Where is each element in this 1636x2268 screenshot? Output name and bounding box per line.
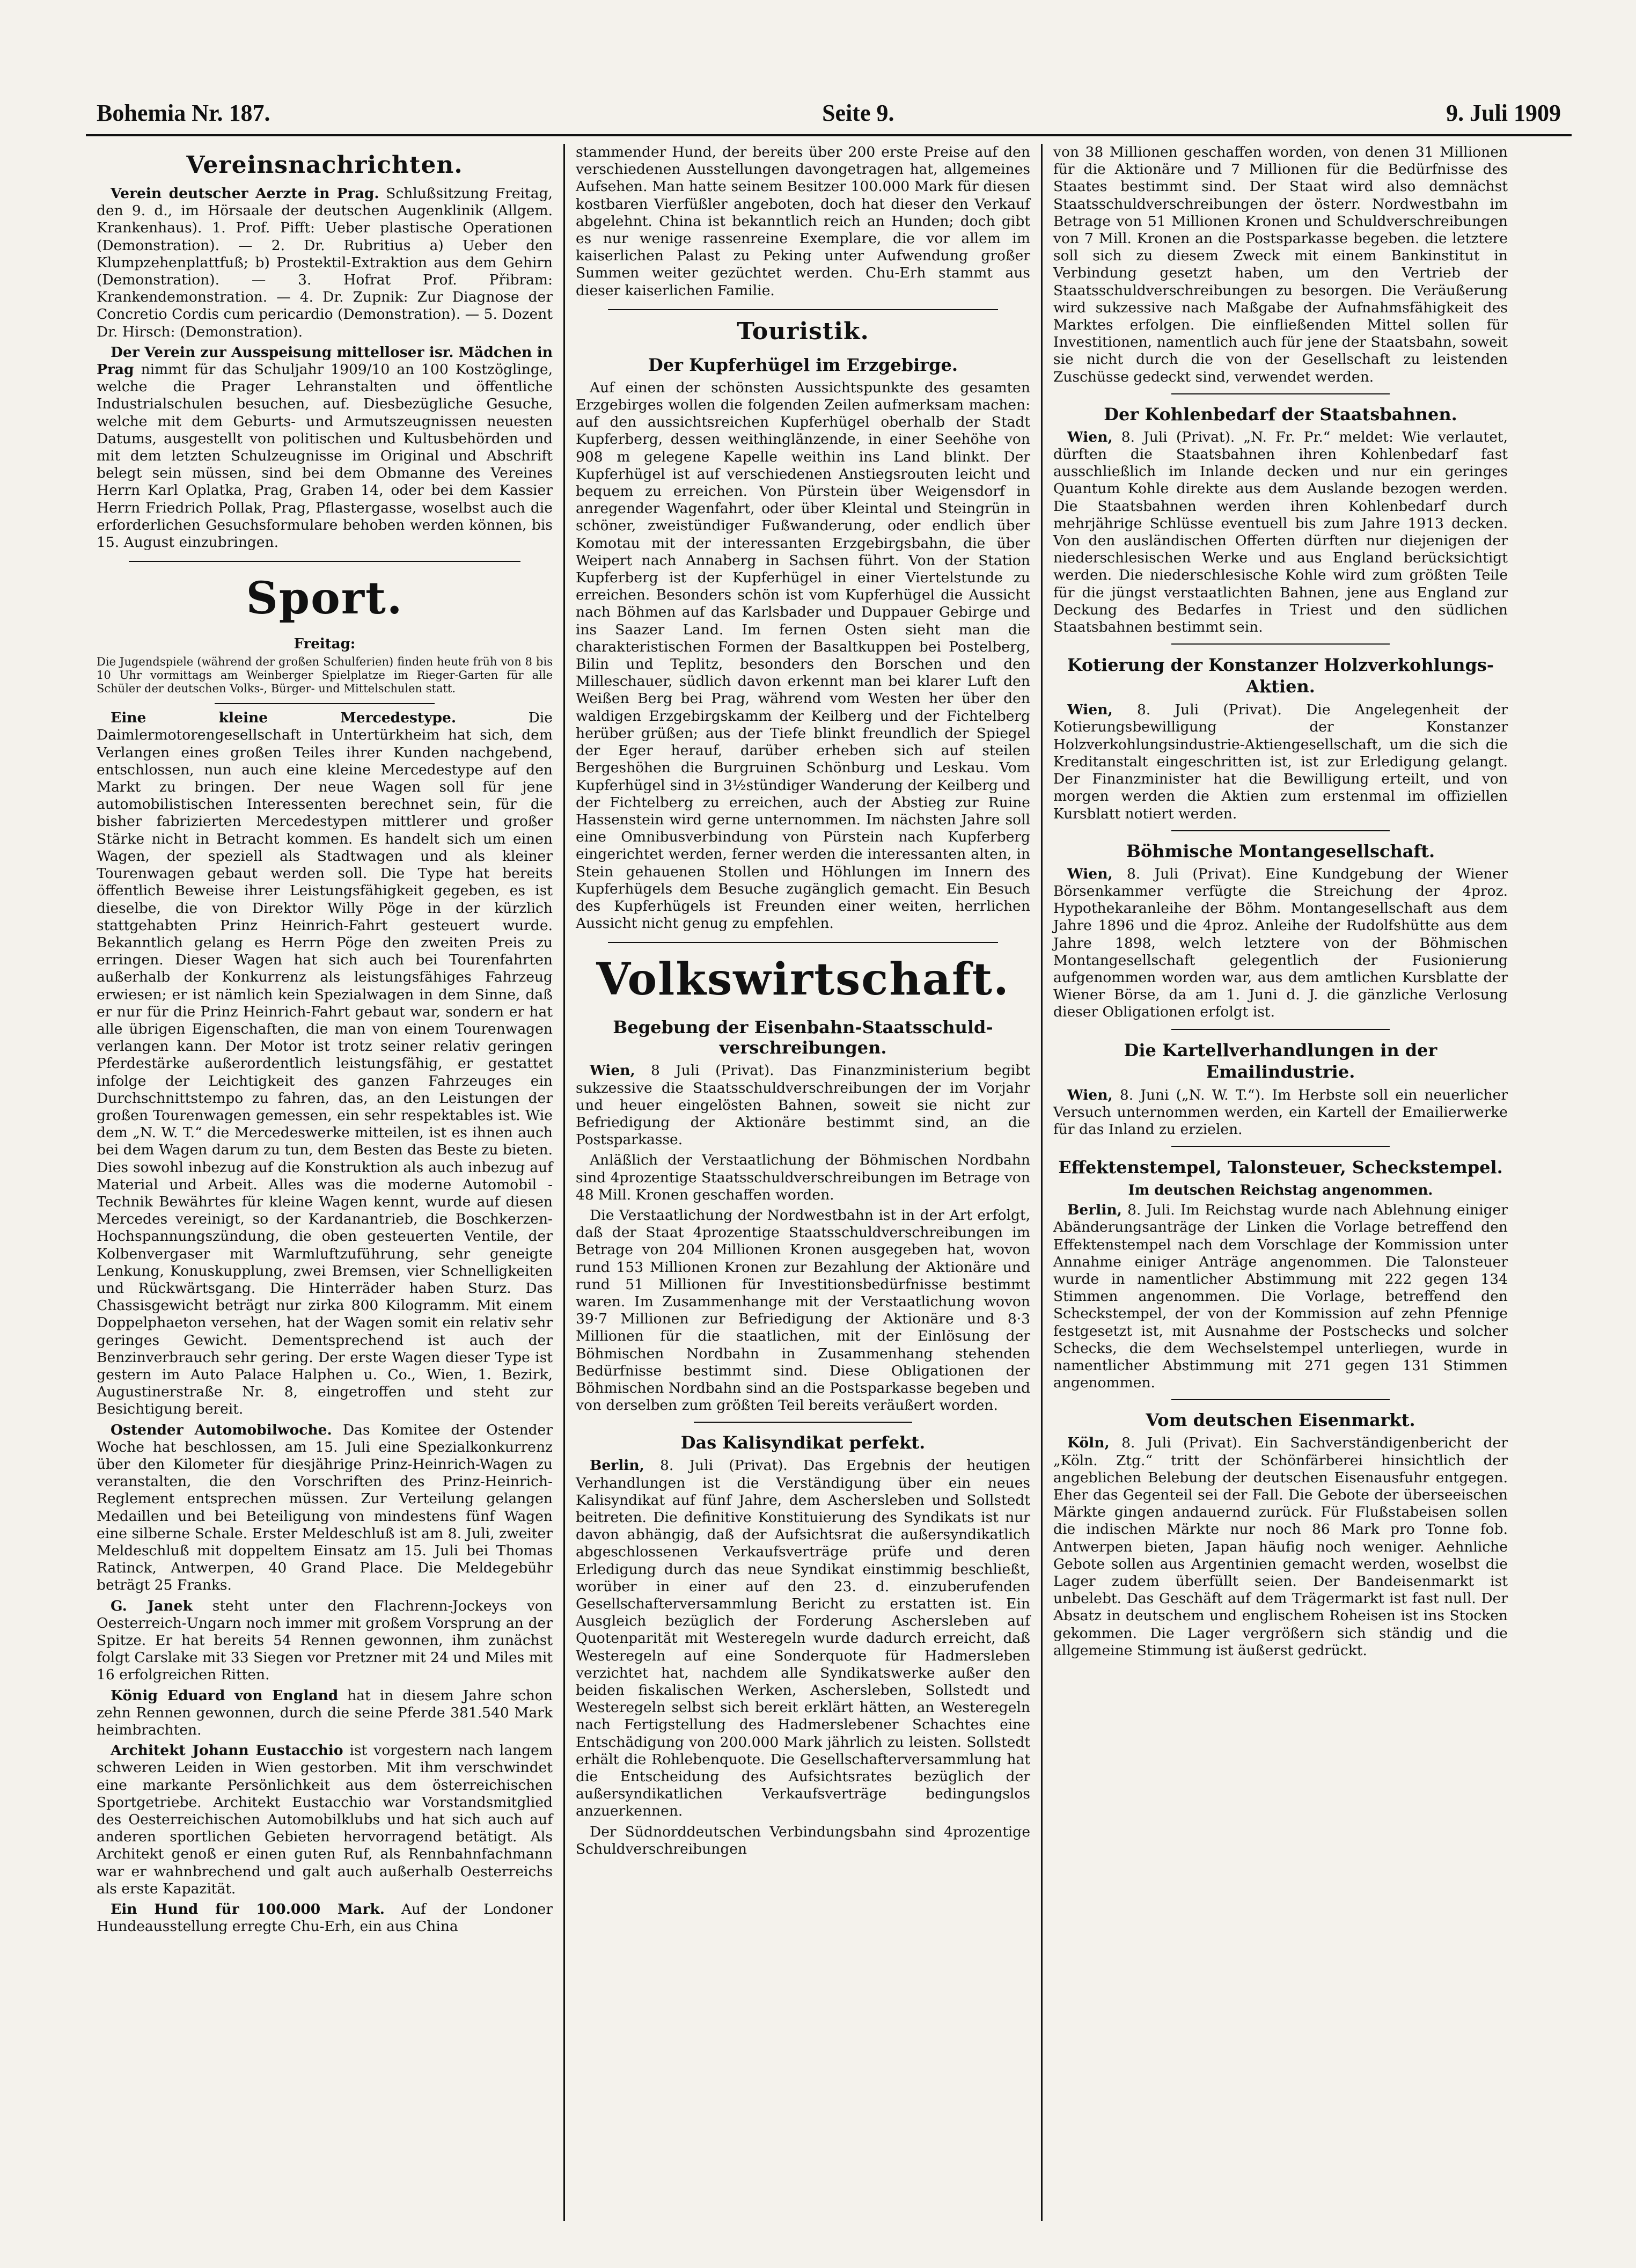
article-lead: Ostender Automobilwoche.: [111, 1421, 332, 1438]
article-body: Auf der Londoner Hundeausstellung erregte Chu-Erh, ein aus China: [97, 1901, 553, 1935]
section-rule: [1171, 1029, 1390, 1030]
article-nordwestbahn-continued: von 38 Millionen geschaffen worden, von denen 31 Millionen für die Aktionäre und 7 Millionen für die Bedürfnisse des Staates bestimmt sind. Der Staat wird also demnächst Staatsschuldverschreibungen der österr. Nordwestbahn im Betrage von 51 Millionen Kronen und Schuldverschreibungen von 7 Mill. Kronen an die Postsparkasse begeben. die letztere soll sich zu diesem Zweck mit einem Bankinstitut in Verbindung gesetzt haben, um den Vertrieb der Staatsschuldverschreibungen zu besorgen. Die Veräußerung wird sukzessive nach Maßgabe der Aufnahmsfähigkeit des Marktes erfolgen. Die einfließenden Mittel sollen für Investitionen, namentlich auch für jene der Staatsbahn, soweit sie nicht durch die von der Gesellschaft zu leistenden Zuschüsse gedeckt sind, verwendet werden.: [1053, 144, 1508, 385]
vereinsnachrichten-heading: Vereinsnachrichten.: [186, 151, 463, 179]
section-rule: [694, 1422, 912, 1423]
article-lead: Eine kleine Mercedestype.: [111, 709, 457, 727]
article-lead: Köln,: [1067, 1435, 1110, 1452]
article-lead: Ein Hund für 100.000 Mark.: [111, 1901, 385, 1918]
article-lead: Wien,: [590, 1062, 635, 1079]
article-lead: Berlin,: [590, 1457, 644, 1474]
kotierung-heading: Kotierung der Konstanzer Holzverkohlungs-Aktien.: [1067, 655, 1494, 697]
article-body: 8. Juli (Privat). Die Angelegenheit der Kotierungsbewilligung der Konstanzer Holzverkohlungsindustrie-Aktiengesellschaft, um die sich die Kreditanstalt eingeschritten ist, ist zur Erledigung gelangt. Der Finanzminister hat die Bewilligung erteilt, und von morgen werden die Aktien zum erstenmal im offiziellen Kursblatt notiert werden.: [1053, 701, 1508, 822]
article-suednorddeutsche: Der Südnorddeutschen Verbindungsbahn sind 4prozentige Schuldverschreibungen: [576, 1823, 1030, 1857]
article-mercedes: [97, 709, 553, 1418]
article-body: 8. Juli (Privat). Eine Kundgebung der Wiener Börsenkammer verfügte die Streichung der 4proz. Hypothekaranleihe der Böhm. Montangesellschaft aus dem Jahre 1896 und die 4proz. Anleihe der Rudolfshütte aus dem Jahre 1898, welch letztere von der Böhmischen Montangesellschaft gelegentlich der Fusionierung aufgenommen worden war, aus dem amtlichen Kursblatte der Wiener Börse, da am 1. Juni d. J. die gänzliche Verlosung dieser Obligationen erfolgt ist.: [1053, 865, 1508, 1021]
article-ausspeisung: [97, 344, 553, 551]
sport-heading: Sport.: [246, 573, 404, 625]
article-lead: Wien,: [1067, 1086, 1113, 1103]
issue-date: 9. Juli 1909: [1446, 100, 1561, 126]
article-body: 8. Juli (Privat). Ein Sachverständigenbericht der „Köln. Ztg.“ tritt der Schönfärberei hinsichtlich der angeblichen Belebung der deutschen Eisenausfuhr entgegen. Eher das Gegenteil sei der Fall. Die Gebote der überseeischen Märkte gingen andauernd zurück. Für Flußstabeisen sollen die indischen Märkte nur noch 86 Mark pro Tonne fob. Antwerpen bieten, Japan häufig noch weniger. Aehnliche Gebote sollen aus Argentinien gemacht werden, woselbst die Lager zudem überfüllt seien. Der Bandeisenmarkt ist unbelebt. Das Geschäft auf dem Trägermarkt ist fast null. Der Absatz in deutschem und englischem Roheisen ist ins Stocken gekommen. Die Lager vergrößern sich ständig und die allgemeine Stimmung ist äußerst gedrückt.: [1053, 1435, 1508, 1659]
article-eisenmarkt: [1053, 1435, 1508, 1659]
columns: [86, 144, 1572, 2221]
article-ostende: [97, 1422, 553, 1594]
article-lead: Berlin,: [1067, 1202, 1122, 1219]
article-kotierung: [1053, 701, 1508, 822]
paper-name: Bohemia Nr. 187.: [97, 100, 270, 126]
column-1: [86, 144, 563, 2221]
section-rule: [608, 309, 998, 310]
article-lead: Architekt Johann Eustacchio: [111, 1742, 343, 1759]
column-2: [563, 144, 1041, 2221]
article-body: 8 Juli (Privat). Das Finanzministerium begibt sukzessive die Staatsschuldverschreibungen der im Vorjahr und heuer eingelösten Bahnen, soweit sie nicht zur Befriedigung der Aktionäre bestimmt sind, an die Postsparkasse.: [576, 1062, 1030, 1148]
section-rule: [608, 942, 998, 943]
article-body: nimmt für das Schuljahr 1909/10 an 100 Kostzöglinge, welche die Prager Lehranstalten und öffentliche Industrialschulen besuchen, auf. Diesbezügliche Gesuche, welche mit dem Geburts- und Armutszeugnissen neuesten Datums, ausgestellt von politischen und Kultusbehörden und mit dem letzten Schulzeugnisse im Original und Abschrift belegt sein müssen, sind bei dem Obmanne des Vereines Herrn Karl Oplatka, Prag, Graben 14, oder bei dem Kassier Herrn Friedrich Pollak, Prag, Pflastergasse, woselbst auch die erforderlichen Gesuchsformulare behoben werden können, bis 15. August einzubringen.: [97, 361, 553, 551]
page-number: Seite 9.: [822, 100, 894, 126]
article-kupferhuegel: Auf einen der schönsten Aussichtspunkte des gesamten Erzgebirges wollen die folgenden Zeilen aufmerksam machen: auf den aussichtsreichen Kupferhügel oberhalb der Stadt Kupferberg, dessen weithinglänzende, in einer Seehöhe von 908 m gelegene Kapelle weithin ins Land blinkt. Der Kupferhügel ist auf verschiedenen Anstiegsrouten leicht und bequem zu erreichen. Von Pürstein über Weigensdorf in anregender Wagenfahrt, oder über Kleintal und Steingrün in schöner, zweistündiger Fußwanderung, oder endlich über Komotau mit der interessanten Erzgebirgsbahn, die über Weipert nach Annaberg in Sachsen führt. Von der Station Kupferberg ist der Kupferhügel in einer Viertelstunde zu erreichen. Besonders schön ist vom Kupferhügel die Aussicht nach Böhmen auf das Karlsbader und Duppauer Gebirge und ins Saazer Land. Im fernen Osten sieht man die charakteristischen Formen der Basaltkuppen bei Postelberg, Bilin und Teplitz, besonders den Borschen und den Milleschauer, südlich davon erkennt man bei klarer Luft den Weißen Berg bei Prag, während vom Westen her über den waldigen Erzgebirgskamm der Keilberg und der Fichtelberg herüber grüßen; aus der Tiefe blinkt freundlich der Spiegel der Eger herauf, darüber erheben sich auf steilen Bergeshöhen die Burgruinen Schönburg und Leskau. Vom Kupferhügel sind in 3½stündiger Wanderung der Keilberg und der Fichtelberg zu erreichen, auch der Abstieg zur Ruine Hassenstein wird gerne unternommen. Im nächsten Jahre soll eine Omnibusverbindung von Pürstein nach Kupferberg eingerichtet werden, ferner werden die interessanten alten, in Stein gehauenen Stollen und Höhlungen im Innern des Kupferhügels dem Besuche zugänglich gemacht. Ein Besuch des Kupferhügels ist Freunden einer weiten, herrlichen Aussicht nicht genug zu empfehlen.: [576, 379, 1030, 932]
freitag-label: Freitag:: [294, 636, 356, 653]
column-3: [1041, 144, 1518, 2221]
article-hund: [97, 1901, 553, 1935]
article-body: 8. Juli. Im Reichstag wurde nach Ablehnung einiger Abänderungsanträge der Linken die Vorlage betreffend den Effektenstempel nach dem Vorschlage der Kommission unter Annahme einiger Anträge angenommen. Die Talonsteuer wurde in namentlicher Abstimmung mit 222 gegen 134 Stimmen angenommen. Die Vorlage, betreffend den Scheckstempel, der von der Kommission auf zehn Pfennige festgesetzt ist, mit Ausnahme der Postschecks und solcher Schecks, die dem Wechselstempel unterliegen, wurde in namentlicher Abstimmung mit 271 gegen 131 Stimmen angenommen.: [1053, 1202, 1508, 1392]
article-lead: Wien,: [1067, 428, 1113, 445]
kartell-heading: Die Kartellverhandlungen in der Emailindustrie.: [1124, 1040, 1437, 1082]
article-begebung: [576, 1062, 1030, 1148]
volkswirtschaft-heading: Volkswirtschaft.: [596, 954, 1010, 1006]
section-rule: [129, 561, 520, 562]
article-lead: Der Verein zur Ausspeisung mittelloser isr. Mädchen in Prag: [97, 343, 553, 378]
article-hund-continued: stammender Hund, der bereits über 200 erste Preise auf den verschiedenen Ausstellungen davongetragen hat, allgemeines Aufsehen. Man hatte seinem Besitzer 100.000 Mark für diesen kostbaren Vierfüßler angeboten, doch hat dieser den Verkauf abgelehnt. China ist bekanntlich reich an Hunden; doch gibt es nur wenige rassenreine Exemplare, die vor allem im kaiserlichen Palast zu Peking unter Aufwendung großer Summen weiter gezüchtet werden. Chu-Erh stammt aus dieser kaiserlichen Familie.: [576, 144, 1030, 299]
article-body: 8. Juli (Privat). „N. Fr. Pr.“ meldet: Wie verlautet, dürften die Staatsbahnen ihren Kohlenbedarf fast ausschließlich im Inlande decken und nur ein geringes Quantum Kohle direkte aus dem Auslande bezogen werden. Die Staatsbahnen werden ihren Kohlenbedarf durch mehrjährige Schlüsse eventuell bis zum Jahre 1913 decken. Von den ausländischen Offerten dürften nur diejenigen der niederschlesischen Werke und aus England berücksichtigt werden. Die niederschlesische Kohle wird zum größten Teile für die jüngst verstaatlichten Bahnen, jene aus England zur Deckung des Bedarfes in Triest und den südlichen Staatsbahnen bestimmt sein.: [1053, 428, 1508, 636]
section-rule: [1171, 643, 1390, 645]
article-lead: Wien,: [1067, 865, 1113, 882]
section-rule: [1171, 1399, 1390, 1400]
effektenstempel-heading: Effektenstempel, Talonsteuer, Scheckstempel.: [1058, 1157, 1503, 1178]
section-rule: [1171, 1146, 1390, 1147]
article-body: 8. Juli (Privat). Das Ergebnis der heutigen Verhandlungen ist die Verständigung über ein neues Kalisyndikat auf fünf Jahre, dem Aschersleben und Sollstedt beitreten. Die definitive Konstituierung des Syndikats ist nur davon abhängig, daß der Aufsichtsrat die außersyndikatlich abgeschlossenen Verkaufsverträge prüfe und deren Erledigung durch das neue Syndikat einstimmig beschließt, worüber in einer auf den 23. d. einzuberufenden Gesellschafterversammlung Bericht zu erstatten ist. Ein Ausgleich bezüglich der Forderung Aschersleben auf Quotenparität mit Westeregeln wurde dadurch erreicht, daß Westeregeln auf eine Sonderquote für Hadmersleben verzichtet hat, nachdem alle Syndikatswerke außer den beiden fiskalischen Werken, Aschersleben, Sollstedt und Westeregeln selbst sich bereit erklärt hätten, an Westeregeln nach Fertigstellung des Hadmerslebener Schachtes eine Entschädigung von 200.000 Mark jährlich zu leisten. Sollstedt erhält die Rohlebenquote. Die Gesellschafterversammlung hat die Entscheidung des Aufsichtsrates bezüglich der außersyndikatlichen Verkaufsverträge bedingungslos anzuerkennen.: [576, 1457, 1030, 1820]
article-kohlenbedarf: [1053, 429, 1508, 636]
article-body: Das Komitee der Ostender Woche hat beschlossen, am 15. Juli eine Spezialkonkurrenz über den Kilometer für diesjährige Prinz-Heinrich-Wagen zu veranstalten, die den Vorschriften des Prinz-Heinrich-Reglement entsprechen müssen. Zur Verteilung gelangen Medaillen und bei Beteiligung von mindestens fünf Wagen eine silberne Schale. Erster Meldeschluß ist am 8. Juli, zweiter Meldeschluß mit doppeltem Einsatz am 15. Juli bei Thomas Ratinck, Antwerpen, 40 Grand Place. Die Meldegebühr beträgt 25 Franks.: [97, 1421, 553, 1594]
article-koenig-eduard: [97, 1687, 553, 1739]
montangesellschaft-heading: Böhmische Montangesellschaft.: [1126, 840, 1435, 861]
article-body: Die Daimlermotorengesellschaft in Untertürkheim hat sich, dem Verlangen eines großen Teiles ihrer Kunden nachgebend, entschlossen, nun auch eine kleine Mercedestype auf den Markt zu bringen. Der neue Wagen soll für jene automobilistischen Interessenten berechnet sein, für die bisher fabrizierten Mercedestypen mittlerer und großer Stärke nicht in Betracht kommen. Es handelt sich um einen Wagen, der speziell als Stadtwagen und als kleiner Tourenwagen gebaut werden soll. Die Type hat bereits öffentlich Beweise ihrer Leistungsfähigkeit gegeben, es ist dieselbe, die von Direktor Willy Pöge in der kürzlich stattgehabten Prinz Heinrich-Fahrt gesteuert wurde. Bekanntlich gelang es Herrn Pöge den zweiten Preis zu erringen. Dieser Wagen hat sich auch bei Tourenfahrten außerhalb der Konkurrenz als leistungsfähiges Fahrzeug erwiesen; er ist nämlich kein Spezialwagen in dem Sinne, daß er nur für die Prinz Heinrich-Fahrt gebaut war, sondern er hat alle übrigen Eigenschaften, die man von einem Tourenwagen verlangen kann. Der Motor ist trotz seiner relativ geringen Pferdestärke außerordentlich leistungsfähig, er gestattet infolge der Leichtigkeit des ganzen Fahrzeuges ein Durchschnittstempo zu fahren, das, an den Leistungen der großen Tourenwagen gemessen, ein sehr respektables ist. Wie dem „N. W. T.“ die Mercedeswerke mitteilen, ist es ihnen auch bei dem Wagen darum zu tun, dem Besten das Beste zu bieten. Dies sowohl inbezug auf die Konstruktion als auch inbezug auf Material und Arbeit. Alles was die moderne Automobil - Technik Bewährtes für kleine Wagen kennt, wurde auf diesen Mercedes vereinigt, so der Kardanantrieb, die Boschkerzen-Hochspannungszündung, die oben gesteuerten Ventile, der Kolbenvergaser mit Warmluftzuführung, sehr geneigte Lenkung, Konuskupplung, zwei Bremsen, vier Schnelligkeiten und Rückwärtsgang. Die Hinterräder haben Sturz. Das Chassisgewicht beträgt nur zirka 800 Kilogramm. Mit einem Doppelphaeton versehen, hat der Wagen somit ein relativ sehr geringes Gewicht. Dementsprechend ist auch der Benzinverbrauch sehr gering. Der erste Wagen dieser Type ist gestern im Auto Palace Halphen u. Co., Wien, 1. Bezirk, Augustinerstraße Nr. 8, eingetroffen und steht zur Besichtigung bereit.: [97, 709, 553, 1418]
eisenmarkt-heading: Vom deutschen Eisenmarkt.: [1146, 1410, 1415, 1431]
article-aerzte: [97, 185, 553, 341]
section-rule: [1171, 393, 1390, 394]
article-kartell: [1053, 1087, 1508, 1139]
article-begebung-3: Die Verstaatlichung der Nordwestbahn ist in der Art erfolgt, daß der Staat 4prozentige Staatsschuldverschreibungen im Betrage von 204 Millionen Kronen ausgegeben hat, wovon rund 153 Millionen Kronen zur Bezahlung der Aktionäre und rund 51 Millionen für Investitionsbedürfnisse bestimmt waren. Im Zusammenhange mit der Verstaatlichung wovon 39·7 Millionen zur Befriedigung der Aktionäre und 8·3 Millionen für die staatlichen, mit der Einlösung der Böhmischen Nordbahn in Zusammenhang stehenden Bedürfnisse bestimmt sind. Diese Obligationen der Böhmischen Nordbahn sind an die Postsparkasse begeben und von derselben zum größten Teil bereits veräußert worden.: [576, 1206, 1030, 1414]
article-lead: Verein deutscher Aerzte in Prag.: [111, 185, 379, 202]
section-rule: [215, 703, 435, 704]
article-lead: G. Janek: [111, 1597, 193, 1614]
article-eustacchio: [97, 1742, 553, 1898]
article-body: hat in diesem Jahre schon zehn Rennen gewonnen, durch die seine Pferde 381.540 Mark heimbrachten.: [97, 1687, 553, 1739]
article-lead: Wien,: [1067, 701, 1113, 719]
article-body: steht unter den Flachrenn-Jockeys von Oesterreich-Ungarn noch immer mit großem Vorsprung an der Spitze. Er hat bereits 54 Rennen gewonnen, ihm zunächst folgt Carslake mit 33 Siegen vor Pretzner mit 24 und Miles mit 16 erfolgreichen Ritten.: [97, 1597, 553, 1684]
article-body: Die Jugendspiele (während der großen Schulferien) finden heute früh von 8 bis 10 Uhr vormittags am Weinberger Spielplatze im Rieger-Garten für alle Schüler der deutschen Volks-, Bürger- und Mittelschulen statt.: [97, 655, 553, 696]
jugendspiele-notice: [97, 655, 553, 696]
article-body: 8. Juni („N. W. T.“). Im Herbste soll ein neuerlicher Versuch unternommen werden, ein Kartell der Emailierwerke für das Inland zu erzielen.: [1053, 1086, 1508, 1138]
article-effektenstempel: [1053, 1202, 1508, 1392]
article-montangesellschaft: [1053, 866, 1508, 1021]
effektenstempel-subtitle: Im deutschen Reichstag angenommen.: [1128, 1182, 1433, 1199]
section-rule: [1171, 830, 1390, 831]
article-body: ist vorgestern nach langem schweren Leiden in Wien gestorben. Mit ihm verschwindet eine markante Persönlichkeit aus dem österreichischen Sportgetriebe. Architekt Eustacchio war Vorstandsmitglied des Oesterreichischen Automobilklubs und hat sich auch auf anderen sportlichen Gebieten hervorragend betätigt. Als Architekt genoß er einen guten Ruf, als Rennbahnfachmann war er wahnbrechend und galt auch außerhalb Oesterreichs als erste Kapazität.: [97, 1742, 553, 1897]
article-begebung-2: Anläßlich der Verstaatlichung der Böhmischen Nordbahn sind 4prozentige Staatsschuldverschreibungen im Betrage von 48 Mill. Kronen geschaffen worden.: [576, 1152, 1030, 1203]
begebung-heading: Begebung der Eisenbahn-Staatsschuld-verschreibungen.: [613, 1017, 993, 1058]
article-janek: [97, 1598, 553, 1684]
article-kalisyndikat: [576, 1457, 1030, 1820]
kalisyndikat-heading: Das Kalisyndikat perfekt.: [680, 1432, 926, 1453]
article-body: Schlußsitzung Freitag, den 9. d., im Hörsaale der deutschen Augenklinik (Allgem. Krankenhaus). 1. Prof. Pifft: Ueber plastische Operationen (Demonstration). — 2. Dr. Rubritius a) Ueber den Klumpzehenplattfuß; b) Prostektil-Extraktion aus dem Gehirn (Demonstration). — 3. Hofrat Prof. Přibram: Krankendemonstration. — 4. Dr. Zupnik: Zur Diagnose der Concretio Cordis cum pericardio (Demonstration). — 5. Dozent Dr. Hirsch: (Demonstration).: [97, 185, 553, 340]
article-lead: König Eduard von England: [111, 1687, 339, 1704]
touristik-heading: Touristik.: [737, 317, 869, 345]
kupferhuegel-heading: Der Kupferhügel im Erzgebirge.: [648, 354, 958, 375]
kohlenbedarf-heading: Der Kohlenbedarf der Staatsbahnen.: [1104, 404, 1457, 425]
masthead: [86, 99, 1572, 136]
